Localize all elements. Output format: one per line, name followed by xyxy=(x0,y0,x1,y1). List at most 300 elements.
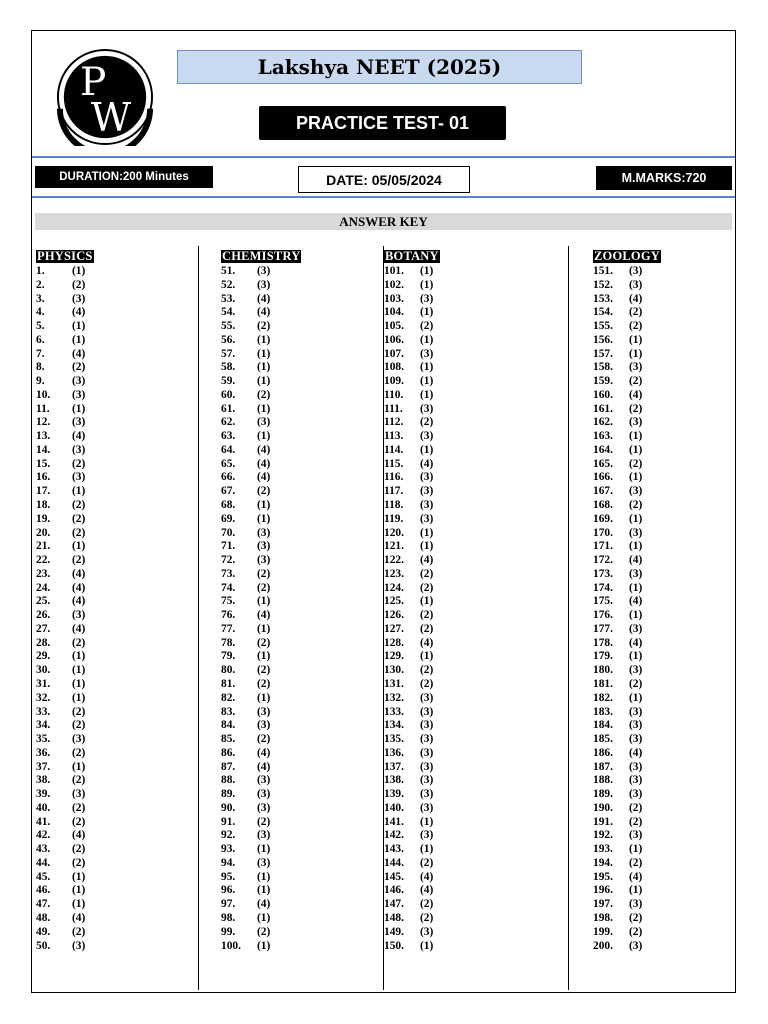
question-number: 148. xyxy=(384,911,404,924)
question-number: 122. xyxy=(384,554,404,567)
question-number: 145. xyxy=(384,870,404,883)
answer-row xyxy=(221,706,301,720)
answer-option: (1) xyxy=(257,622,271,635)
answer-row xyxy=(36,458,94,472)
answer-row xyxy=(36,623,94,637)
answer-row xyxy=(384,884,440,898)
question-number: 151. xyxy=(593,265,613,277)
question-number: 109. xyxy=(384,375,404,388)
answer-option: (1) xyxy=(629,691,643,704)
question-number: 161. xyxy=(593,402,613,415)
answer-option: (3) xyxy=(629,664,643,677)
answer-option: (3) xyxy=(420,485,434,498)
answer-option: (2) xyxy=(420,677,434,690)
answer-option: (2) xyxy=(72,705,86,718)
answer-option: (4) xyxy=(420,457,434,470)
answer-option: (1) xyxy=(72,485,86,498)
answer-option: (2) xyxy=(72,361,86,374)
answer-row xyxy=(221,816,301,830)
question-number: 22. xyxy=(36,554,51,567)
answer-option: (2) xyxy=(72,719,86,732)
answer-option: (1) xyxy=(72,898,86,911)
answer-row xyxy=(36,582,94,596)
question-number: 94. xyxy=(221,856,236,869)
column-divider xyxy=(568,246,569,990)
question-number: 13. xyxy=(36,430,51,443)
question-number: 62. xyxy=(221,416,236,429)
answer-row xyxy=(384,582,440,596)
answer-row xyxy=(593,733,661,747)
question-number: 75. xyxy=(221,595,236,608)
answer-option: (3) xyxy=(420,471,434,484)
answer-option: (2) xyxy=(420,416,434,429)
answer-row xyxy=(221,678,301,692)
answer-row xyxy=(593,650,661,664)
answer-option: (1) xyxy=(257,512,271,525)
question-number: 141. xyxy=(384,815,404,828)
question-number: 39. xyxy=(36,788,51,801)
question-number: 80. xyxy=(221,664,236,677)
question-number: 47. xyxy=(36,898,51,911)
question-number: 92. xyxy=(221,829,236,842)
answer-option: (1) xyxy=(72,677,86,690)
answer-row xyxy=(384,513,440,527)
answer-option: (4) xyxy=(257,471,271,484)
answer-option: (3) xyxy=(629,774,643,787)
answer-row xyxy=(221,719,301,733)
answer-option: (3) xyxy=(629,939,643,952)
question-number: 178. xyxy=(593,636,613,649)
question-number: 68. xyxy=(221,499,236,512)
answer-option: (2) xyxy=(629,320,643,333)
answer-row xyxy=(593,334,661,348)
answer-row xyxy=(384,320,440,334)
question-number: 126. xyxy=(384,609,404,622)
answer-row xyxy=(221,637,301,651)
answer-row xyxy=(384,747,440,761)
answer-option: (4) xyxy=(420,636,434,649)
question-number: 120. xyxy=(384,526,404,539)
answer-option: (1) xyxy=(72,664,86,677)
question-number: 3. xyxy=(36,292,45,305)
answer-row xyxy=(221,898,301,912)
question-number: 15. xyxy=(36,457,51,470)
subject-heading: BOTANY xyxy=(385,249,439,263)
question-number: 106. xyxy=(384,333,404,346)
answer-row xyxy=(221,940,301,954)
answer-row xyxy=(593,527,661,541)
question-number: 25. xyxy=(36,595,51,608)
answer-row xyxy=(384,637,440,651)
answer-option: (4) xyxy=(629,636,643,649)
answer-row xyxy=(384,334,440,348)
question-number: 146. xyxy=(384,884,404,897)
answer-option: (1) xyxy=(257,843,271,856)
answer-option: (3) xyxy=(420,925,434,938)
answer-option: (1) xyxy=(72,333,86,346)
answer-option: (1) xyxy=(420,650,434,663)
answer-row xyxy=(36,898,94,912)
question-number: 48. xyxy=(36,911,51,924)
answer-option: (3) xyxy=(629,829,643,842)
answer-row xyxy=(36,334,94,348)
question-number: 77. xyxy=(221,622,236,635)
answer-option: (1) xyxy=(257,347,271,360)
question-number: 113. xyxy=(384,430,404,443)
question-number: 185. xyxy=(593,733,613,746)
answer-row xyxy=(221,554,301,568)
answer-row xyxy=(384,692,440,706)
subject-heading: ZOOLOGY xyxy=(594,249,660,263)
question-number: 45. xyxy=(36,870,51,883)
answer-row xyxy=(36,802,94,816)
question-number: 198. xyxy=(593,911,613,924)
question-number: 111. xyxy=(384,402,403,415)
answer-option: (3) xyxy=(72,733,86,746)
question-number: 181. xyxy=(593,677,613,690)
subject-column-chemistry xyxy=(221,247,301,953)
answer-option: (2) xyxy=(72,554,86,567)
subject-column-zoology xyxy=(593,247,661,953)
answer-row xyxy=(221,416,301,430)
answer-option: (3) xyxy=(420,691,434,704)
answer-option: (3) xyxy=(629,526,643,539)
answer-row xyxy=(593,582,661,596)
answer-row xyxy=(36,843,94,857)
answer-option: (1) xyxy=(72,402,86,415)
answer-row xyxy=(593,884,661,898)
answer-option: (1) xyxy=(72,650,86,663)
question-number: 121. xyxy=(384,540,404,553)
question-number: 172. xyxy=(593,554,613,567)
question-number: 67. xyxy=(221,485,236,498)
answer-row xyxy=(221,527,301,541)
answer-row xyxy=(593,788,661,802)
answer-option: (1) xyxy=(257,939,271,952)
question-number: 105. xyxy=(384,320,404,333)
answer-row xyxy=(36,595,94,609)
answer-row xyxy=(221,747,301,761)
answer-option: (3) xyxy=(420,733,434,746)
answer-row xyxy=(221,430,301,444)
answer-row xyxy=(36,829,94,843)
test-name: PRACTICE TEST- 01 xyxy=(259,106,506,140)
question-number: 157. xyxy=(593,347,613,360)
answer-row xyxy=(593,871,661,885)
answer-option: (1) xyxy=(420,526,434,539)
answer-option: (1) xyxy=(257,402,271,415)
question-number: 6. xyxy=(36,333,45,346)
answer-option: (1) xyxy=(257,361,271,374)
question-number: 129. xyxy=(384,650,404,663)
question-number: 98. xyxy=(221,911,236,924)
answer-row xyxy=(593,568,661,582)
answer-option: (3) xyxy=(629,278,643,291)
answer-row xyxy=(221,774,301,788)
answer-row xyxy=(593,637,661,651)
answer-option: (2) xyxy=(257,815,271,828)
answer-option: (2) xyxy=(257,664,271,677)
answer-option: (1) xyxy=(257,499,271,512)
answer-row xyxy=(593,926,661,940)
question-number: 83. xyxy=(221,705,236,718)
answer-option: (3) xyxy=(72,388,86,401)
answer-option: (3) xyxy=(629,898,643,911)
question-number: 61. xyxy=(221,402,236,415)
question-number: 2. xyxy=(36,278,45,291)
answer-option: (1) xyxy=(420,815,434,828)
answer-row xyxy=(384,898,440,912)
answer-row xyxy=(384,279,440,293)
answer-row xyxy=(221,320,301,334)
question-number: 52. xyxy=(221,278,236,291)
answer-row xyxy=(384,609,440,623)
answer-option: (2) xyxy=(420,622,434,635)
question-number: 182. xyxy=(593,691,613,704)
answer-option: (3) xyxy=(72,939,86,952)
question-number: 117. xyxy=(384,485,404,498)
answer-row xyxy=(384,361,440,375)
answer-row xyxy=(221,926,301,940)
answer-row xyxy=(36,774,94,788)
answer-row xyxy=(593,692,661,706)
answer-option: (2) xyxy=(420,567,434,580)
answer-row xyxy=(384,926,440,940)
question-number: 114. xyxy=(384,443,404,456)
answer-option: (4) xyxy=(257,443,271,456)
question-number: 51. xyxy=(221,265,236,277)
answer-row xyxy=(36,706,94,720)
question-number: 21. xyxy=(36,540,51,553)
question-number: 101. xyxy=(384,265,404,277)
answer-row xyxy=(221,540,301,554)
question-number: 159. xyxy=(593,375,613,388)
answer-row xyxy=(221,884,301,898)
question-number: 91. xyxy=(221,815,236,828)
answer-row xyxy=(384,458,440,472)
question-number: 58. xyxy=(221,361,236,374)
answer-option: (2) xyxy=(257,733,271,746)
answer-option: (3) xyxy=(420,402,434,415)
answer-row xyxy=(221,871,301,885)
answer-option: (3) xyxy=(420,760,434,773)
answer-row xyxy=(384,485,440,499)
answer-row xyxy=(384,623,440,637)
answer-row xyxy=(36,747,94,761)
question-number: 1. xyxy=(36,265,45,277)
answer-option: (4) xyxy=(420,884,434,897)
answer-option: (1) xyxy=(420,278,434,291)
question-number: 137. xyxy=(384,760,404,773)
question-number: 17. xyxy=(36,485,51,498)
answer-row xyxy=(593,747,661,761)
answer-row xyxy=(593,540,661,554)
answer-option: (1) xyxy=(420,333,434,346)
answer-row xyxy=(36,471,94,485)
question-number: 188. xyxy=(593,774,613,787)
answer-option: (3) xyxy=(420,292,434,305)
answer-row xyxy=(593,595,661,609)
question-number: 200. xyxy=(593,939,613,952)
column-divider xyxy=(198,246,199,990)
answer-option: (2) xyxy=(257,485,271,498)
answer-option: (1) xyxy=(72,691,86,704)
answer-option: (3) xyxy=(72,375,86,388)
question-number: 131. xyxy=(384,677,404,690)
answer-row xyxy=(593,320,661,334)
answer-row xyxy=(221,389,301,403)
answer-row xyxy=(221,650,301,664)
question-number: 27. xyxy=(36,622,51,635)
question-number: 108. xyxy=(384,361,404,374)
answer-option: (4) xyxy=(629,870,643,883)
answer-row xyxy=(384,306,440,320)
answer-row xyxy=(36,637,94,651)
answer-option: (3) xyxy=(629,485,643,498)
question-number: 133. xyxy=(384,705,404,718)
question-number: 107. xyxy=(384,347,404,360)
question-number: 26. xyxy=(36,609,51,622)
answer-row xyxy=(384,554,440,568)
question-number: 116. xyxy=(384,471,404,484)
answer-option: (4) xyxy=(629,388,643,401)
answer-row xyxy=(593,554,661,568)
answer-option: (4) xyxy=(257,457,271,470)
answer-row xyxy=(593,802,661,816)
question-number: 5. xyxy=(36,320,45,333)
answer-row xyxy=(36,926,94,940)
answer-option: (2) xyxy=(257,925,271,938)
answer-option: (1) xyxy=(257,430,271,443)
answer-option: (2) xyxy=(420,664,434,677)
answer-option: (2) xyxy=(257,567,271,580)
question-number: 177. xyxy=(593,622,613,635)
question-number: 119. xyxy=(384,512,404,525)
answer-row xyxy=(221,609,301,623)
answer-option: (1) xyxy=(629,581,643,594)
answer-option: (4) xyxy=(257,760,271,773)
answer-option: (2) xyxy=(72,746,86,759)
answer-option: (2) xyxy=(257,677,271,690)
answer-option: (4) xyxy=(629,554,643,567)
question-number: 87. xyxy=(221,760,236,773)
answer-row xyxy=(384,940,440,954)
answer-row xyxy=(221,513,301,527)
answer-option: (2) xyxy=(72,499,86,512)
answer-option: (3) xyxy=(257,265,271,277)
answer-row xyxy=(36,912,94,926)
question-number: 196. xyxy=(593,884,613,897)
answer-option: (1) xyxy=(72,265,86,277)
answer-row xyxy=(384,816,440,830)
answer-row xyxy=(36,540,94,554)
question-number: 102. xyxy=(384,278,404,291)
question-number: 30. xyxy=(36,664,51,677)
question-number: 18. xyxy=(36,499,51,512)
answer-row xyxy=(221,623,301,637)
answer-option: (3) xyxy=(629,622,643,635)
answer-option: (3) xyxy=(257,705,271,718)
answer-row xyxy=(221,761,301,775)
answer-option: (3) xyxy=(72,443,86,456)
question-number: 147. xyxy=(384,898,404,911)
answer-option: (1) xyxy=(257,333,271,346)
question-number: 85. xyxy=(221,733,236,746)
question-number: 59. xyxy=(221,375,236,388)
answer-row xyxy=(221,568,301,582)
answer-row xyxy=(384,430,440,444)
answer-option: (4) xyxy=(629,595,643,608)
answer-option: (1) xyxy=(629,443,643,456)
answer-option: (2) xyxy=(72,774,86,787)
question-number: 54. xyxy=(221,306,236,319)
answer-row xyxy=(384,650,440,664)
answer-option: (2) xyxy=(72,512,86,525)
answer-option: (1) xyxy=(629,609,643,622)
answer-option: (1) xyxy=(629,540,643,553)
question-number: 14. xyxy=(36,443,51,456)
answer-option: (2) xyxy=(72,815,86,828)
answer-row xyxy=(221,857,301,871)
answer-option: (3) xyxy=(420,499,434,512)
question-number: 35. xyxy=(36,733,51,746)
answer-option: (4) xyxy=(257,292,271,305)
answer-row xyxy=(384,293,440,307)
answer-row xyxy=(384,912,440,926)
answer-row xyxy=(221,471,301,485)
answer-option: (2) xyxy=(257,581,271,594)
answer-row xyxy=(593,706,661,720)
subject-column-botany xyxy=(384,247,440,953)
answer-row xyxy=(593,829,661,843)
question-number: 44. xyxy=(36,856,51,869)
answer-option: (3) xyxy=(257,788,271,801)
answer-option: (1) xyxy=(629,512,643,525)
answer-option: (3) xyxy=(420,774,434,787)
answer-option: (1) xyxy=(420,595,434,608)
answer-option: (2) xyxy=(420,320,434,333)
answer-row xyxy=(384,499,440,513)
answer-option: (3) xyxy=(420,347,434,360)
question-number: 84. xyxy=(221,719,236,732)
answer-row xyxy=(36,499,94,513)
answer-row xyxy=(221,582,301,596)
answer-row xyxy=(36,692,94,706)
question-number: 73. xyxy=(221,567,236,580)
answer-row xyxy=(593,471,661,485)
answer-option: (1) xyxy=(420,388,434,401)
answer-row xyxy=(593,293,661,307)
duration-badge: DURATION:200 Minutes xyxy=(35,166,213,188)
answer-option: (1) xyxy=(629,471,643,484)
question-number: 132. xyxy=(384,691,404,704)
answer-row xyxy=(221,802,301,816)
answer-row xyxy=(593,416,661,430)
max-marks-badge: M.MARKS:720 xyxy=(596,166,732,190)
answer-row xyxy=(36,568,94,582)
answer-option: (1) xyxy=(629,333,643,346)
question-number: 190. xyxy=(593,801,613,814)
question-number: 81. xyxy=(221,677,236,690)
question-number: 135. xyxy=(384,733,404,746)
answer-row xyxy=(36,320,94,334)
answer-row xyxy=(221,788,301,802)
answer-list xyxy=(221,265,301,953)
question-number: 4. xyxy=(36,306,45,319)
answer-option: (2) xyxy=(72,278,86,291)
answer-row xyxy=(384,871,440,885)
answer-row xyxy=(36,609,94,623)
